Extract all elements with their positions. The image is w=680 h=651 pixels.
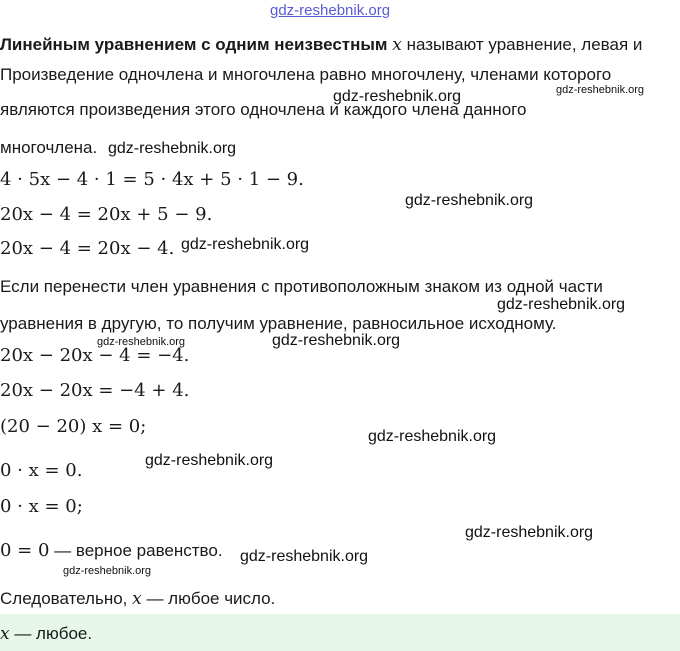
watermark: gdz-reshebnik.org [181,236,310,253]
watermark: gdz-reshebnik.org [97,336,186,348]
intro-rest: называют уравнение, левая и [406,35,643,54]
equation-4: 20x − 20x − 4 = −4. [0,345,190,366]
equation-9-text: — верное равенство. [49,541,223,560]
equation-8: 0 · x = 0; [0,496,83,517]
para1-line-3: многочлена. [0,138,98,157]
top-watermark[interactable]: gdz-reshebnik.org [270,2,391,19]
watermark: gdz-reshebnik.org [333,88,462,105]
para2-line-2: уравнения в другую, то получим уравнение, равносильное исходному. [0,314,557,333]
answer-text: — любое. [9,624,93,643]
para1-line-1: Произведение одночлена и многочлена равно многочлену, членами которого [0,65,612,84]
watermark: gdz-reshebnik.org [63,565,152,577]
watermark: gdz-reshebnik.org [405,192,534,209]
equation-9 [0,540,223,562]
watermark: gdz-reshebnik.org [272,332,401,349]
conclusion [0,588,275,610]
intro-variable: x [392,35,402,55]
equation-7: 0 · x = 0. [0,460,83,481]
watermark: gdz-reshebnik.org [556,84,645,96]
watermark: gdz-reshebnik.org [497,296,626,313]
equation-9-math: 0 = 0 [0,540,50,561]
answer-box [0,614,680,651]
watermark: gdz-reshebnik.org [240,548,369,565]
answer-line [0,623,92,645]
equation-1: 4 · 5x − 4 · 1 = 5 · 4x + 5 · 1 − 9. [0,169,304,190]
conclusion-post: — любое число. [141,589,276,608]
equation-6: (20 − 20) x = 0; [0,416,147,437]
watermark: gdz-reshebnik.org [465,524,594,541]
conclusion-variable: x [132,589,142,609]
watermark: gdz-reshebnik.org [368,428,497,445]
conclusion-pre: Следовательно, [0,589,133,608]
equation-2: 20x − 4 = 20x + 5 − 9. [0,204,213,225]
watermark: gdz-reshebnik.org [145,452,274,469]
definition-term: Линейным уравнением с одним неизвестным [0,35,388,54]
answer-variable: x [0,624,10,644]
intro-line [0,34,642,56]
equation-5: 20x − 20x = −4 + 4. [0,380,190,401]
para1-line-2: являются произведения этого одночлена и каждого члена данного [0,100,527,119]
equation-3: 20x − 4 = 20x − 4. [0,238,175,259]
para2-line-1: Если перенести член уравнения с противоположным знаком из одной части [0,277,603,296]
watermark: gdz-reshebnik.org [108,140,237,157]
